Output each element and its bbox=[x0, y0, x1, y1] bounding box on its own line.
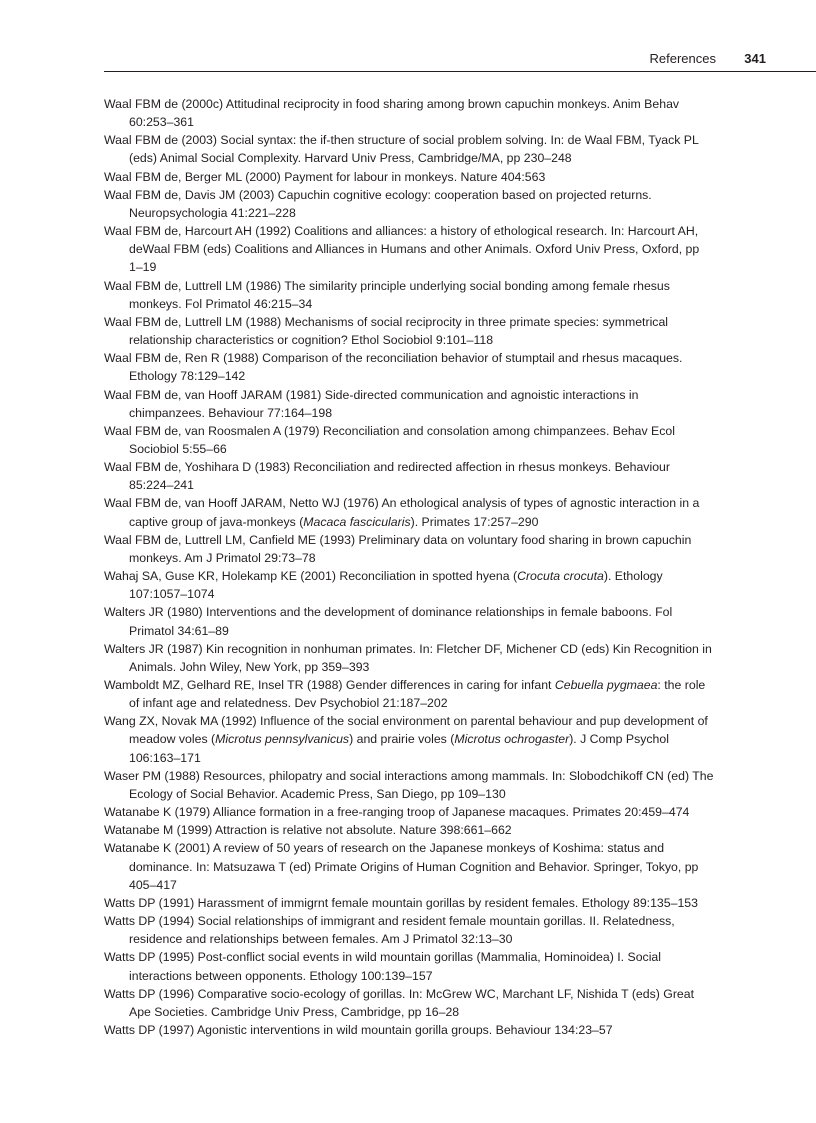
reference-entry: Wahaj SA, Guse KR, Holekamp KE (2001) Reconciliation in spotted hyena (Crocuta crocuta). Ethology 107:1057–1074 bbox=[104, 569, 663, 602]
header-rule bbox=[104, 71, 816, 72]
reference-entry: Wamboldt MZ, Gelhard RE, Insel TR (1988) Gender differences in caring for infant Cebuella pygmaea: the role of infant age and relatedness. Dev Psychobiol 21:187–202 bbox=[104, 678, 706, 711]
species-name: Microtus ochrogaster bbox=[454, 732, 570, 747]
species-name: Cebuella pygmaea bbox=[554, 678, 658, 692]
reference-entry: Waser PM (1988) Resources, philopatry and social interactions among mammals. In: Slobodchikoff CN (ed) The Ecology of Social Behavior. Academic Press, San Diego, pp 109–130 bbox=[104, 768, 714, 801]
reference-entry: Watts DP (1996) Comparative socio-ecology of gorillas. In: McGrew WC, Marchant LF, Nishida T (eds) Great Ape Societies. Cambridge Univ Press, Cambridge, pp 16–28 bbox=[104, 986, 695, 1019]
reference-entry: Watts DP (1994) Social relationships of immigrant and resident female mountain gorillas. II. Relatedness, residence and relationships between females. Am J Primatol 32:13–30 bbox=[104, 914, 675, 947]
reference-entry: Walters JR (1987) Kin recognition in nonhuman primates. In: Fletcher DF, Michener CD (eds) Kin Recognition in Animals. John Wiley, New York, pp 359–393 bbox=[104, 641, 712, 674]
reference-entry: Watts DP (1995) Post-conflict social events in wild mountain gorillas (Mammalia, Hominoidea) I. Social interactions between opponents. Ethology 100:139–157 bbox=[104, 950, 661, 983]
reference-entry: Watanabe K (2001) A review of 50 years of research on the Japanese monkeys of Koshima: status and dominance. In: Matsuzawa T (ed) Primate Origins of Human Cognition and Behavior. Springer, Tokyo, pp 405–417 bbox=[104, 841, 699, 892]
reference-entry: Waal FBM de, van Hooff JARAM (1981) Side-directed communication and agnoistic interactions in chimpanzees. Behaviour 77:164–198 bbox=[104, 387, 639, 420]
reference-list bbox=[104, 95, 716, 1039]
species-name: Microtus pennsylvanicus bbox=[215, 732, 350, 747]
species-name: Crocuta crocuta bbox=[517, 569, 604, 584]
reference-entry: Waal FBM de, van Roosmalen A (1979) Reconciliation and consolation among chimpanzees. Behav Ecol Sociobiol 5:55–66 bbox=[104, 423, 675, 456]
reference-entry: Waal FBM de, Luttrell LM, Canfield ME (1993) Preliminary data on voluntary food sharing in brown capuchin monkeys. Am J Primatol 29:73–78 bbox=[104, 532, 692, 565]
running-head-section-title: References bbox=[649, 51, 716, 66]
reference-entry: Walters JR (1980) Interventions and the development of dominance relationships in female baboons. Fol Primatol 34:61–89 bbox=[104, 605, 673, 638]
reference-entry: Watanabe M (1999) Attraction is relative not absolute. Nature 398:661–662 bbox=[104, 823, 512, 838]
reference-entry: Waal FBM de, Davis JM (2003) Capuchin cognitive ecology: cooperation based on projected returns. Neuropsychologia 41:221–228 bbox=[104, 187, 652, 220]
reference-entry: Waal FBM de, Berger ML (2000) Payment for labour in monkeys. Nature 404:563 bbox=[104, 169, 546, 184]
reference-entry: Wang ZX, Novak MA (1992) Influence of the social environment on parental behaviour and pup development of meadow voles (Microtus pennsylvanicus) and prairie voles (Microtus ochrogaster). J Comp Psychol 106:163–171 bbox=[104, 714, 708, 765]
running-head bbox=[104, 50, 816, 70]
reference-entry: Watts DP (1997) Agonistic interventions in wild mountain gorilla groups. Behaviour 134:23–57 bbox=[104, 1022, 613, 1037]
reference-entry: Waal FBM de, Yoshihara D (1983) Reconciliation and redirected affection in rhesus monkeys. Behaviour 85:224–241 bbox=[104, 460, 670, 493]
reference-entry: Watts DP (1991) Harassment of immigrnt female mountain gorillas by resident females. Ethology 89:135–153 bbox=[104, 895, 698, 910]
species-name: Macaca fascicularis bbox=[303, 514, 411, 529]
reference-entry: Waal FBM de, Harcourt AH (1992) Coalitions and alliances: a history of ethological research. In: Harcourt AH, deWaal FBM (eds) Coalitions and Alliances in Humans and other Animals. Oxford Univ Press, Oxford, pp 1–19 bbox=[104, 224, 700, 275]
reference-entry: Waal FBM de, Luttrell LM (1986) The similarity principle underlying social bonding among female rhesus monkeys. Fol Primatol 46:215–34 bbox=[104, 278, 670, 311]
reference-entry: Waal FBM de, van Hooff JARAM, Netto WJ (1976) An ethological analysis of types of agnostic interaction in a captive group of java-monkeys (Macaca fascicularis). Primates 17:257–290 bbox=[104, 496, 700, 529]
reference-entry: Waal FBM de, Ren R (1988) Comparison of the reconciliation behavior of stumptail and rhesus macaques. Ethology 78:129–142 bbox=[104, 351, 683, 384]
reference-entry: Watanabe K (1979) Alliance formation in a free-ranging troop of Japanese macaques. Primates 20:459–474 bbox=[104, 805, 690, 820]
reference-entry: Waal FBM de (2000c) Attitudinal reciprocity in food sharing among brown capuchin monkeys. Anim Behav 60:253–361 bbox=[104, 97, 680, 130]
page-number: 341 bbox=[744, 51, 766, 66]
reference-entry: Waal FBM de (2003) Social syntax: the if-then structure of social problem solving. In: de Waal FBM, Tyack PL (eds) Animal Social Complexity. Harvard Univ Press, Cambridge/MA, pp 230–248 bbox=[104, 133, 699, 166]
reference-entry: Waal FBM de, Luttrell LM (1988) Mechanisms of social reciprocity in three primate species: symmetrical relationship characteristics or cognition? Ethol Sociobiol 9:101–118 bbox=[104, 314, 669, 348]
